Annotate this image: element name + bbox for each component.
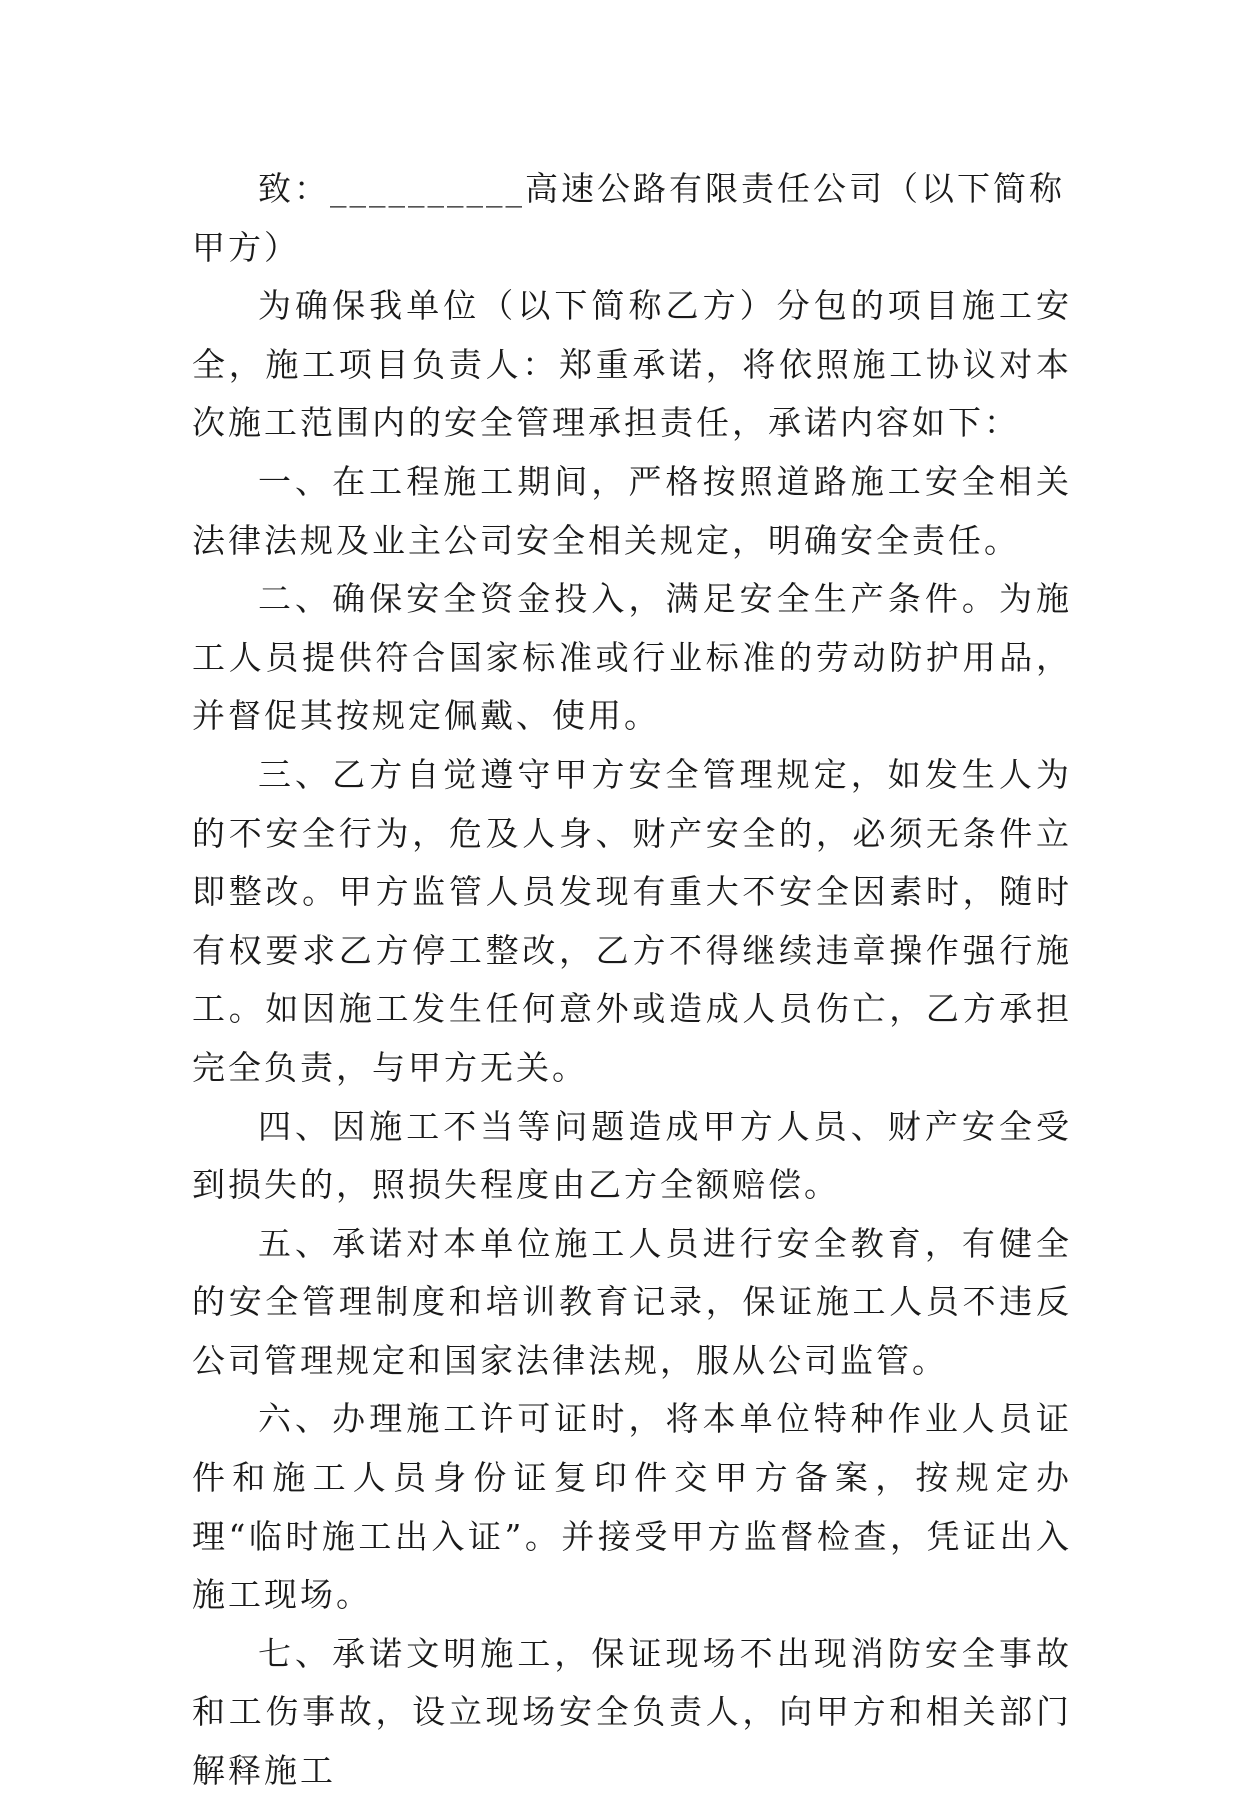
- clause-6-paragraph: 六、办理施工许可证时，将本单位特种作业人员证件和施工人员身份证复印件交甲方备案，按规定办理“临时施工出入证”。并接受甲方监督检查，凭证出入施工现场。: [192, 1399, 1072, 1615]
- clause-3-paragraph: 三、乙方自觉遵守甲方安全管理规定，如发生人为的不安全行为，危及人身、财产安全的，必须无条件立即整改。甲方监管人员发现有重大不安全因素时，随时有权要求乙方停工整改，乙方不得继续违章操作强行施工。如因施工发生任何意外或造成人员伤亡，乙方承担完全负责，与甲方无关。: [192, 754, 1072, 1087]
- clause-4-paragraph: 四、因施工不当等问题造成甲方人员、财产安全受到损失的，照损失程度由乙方全额赔偿。: [192, 1106, 1072, 1205]
- intro-paragraph: 为确保我单位（以下简称乙方）分包的项目施工安全，施工项目负责人：郑重承诺，将依照施工协议对本次施工范围内的安全管理承担责任，承诺内容如下：: [192, 286, 1072, 443]
- document-body: [192, 160, 1072, 1801]
- clause-7-paragraph: 七、承诺文明施工，保证现场不出现消防安全事故和工伤事故，设立现场安全负责人，向甲方和相关部门解释施工: [192, 1633, 1072, 1791]
- clause-1-paragraph: 一、在工程施工期间，严格按照道路施工安全相关法律法规及业主公司安全相关规定，明确安全责任。: [192, 461, 1072, 560]
- clause-5-paragraph: 五、承诺对本单位施工人员进行安全教育，有健全的安全管理制度和培训教育记录，保证施工人员不违反公司管理规定和国家法律法规，服从公司监管。: [192, 1223, 1072, 1380]
- address-line: 致：__________高速公路有限责任公司（以下简称甲方）: [192, 169, 1065, 267]
- clause-2-paragraph: 二、确保安全资金投入，满足安全生产条件。为施工人员提供符合国家标准或行业标准的劳动防护用品，并督促其按规定佩戴、使用。: [192, 579, 1072, 736]
